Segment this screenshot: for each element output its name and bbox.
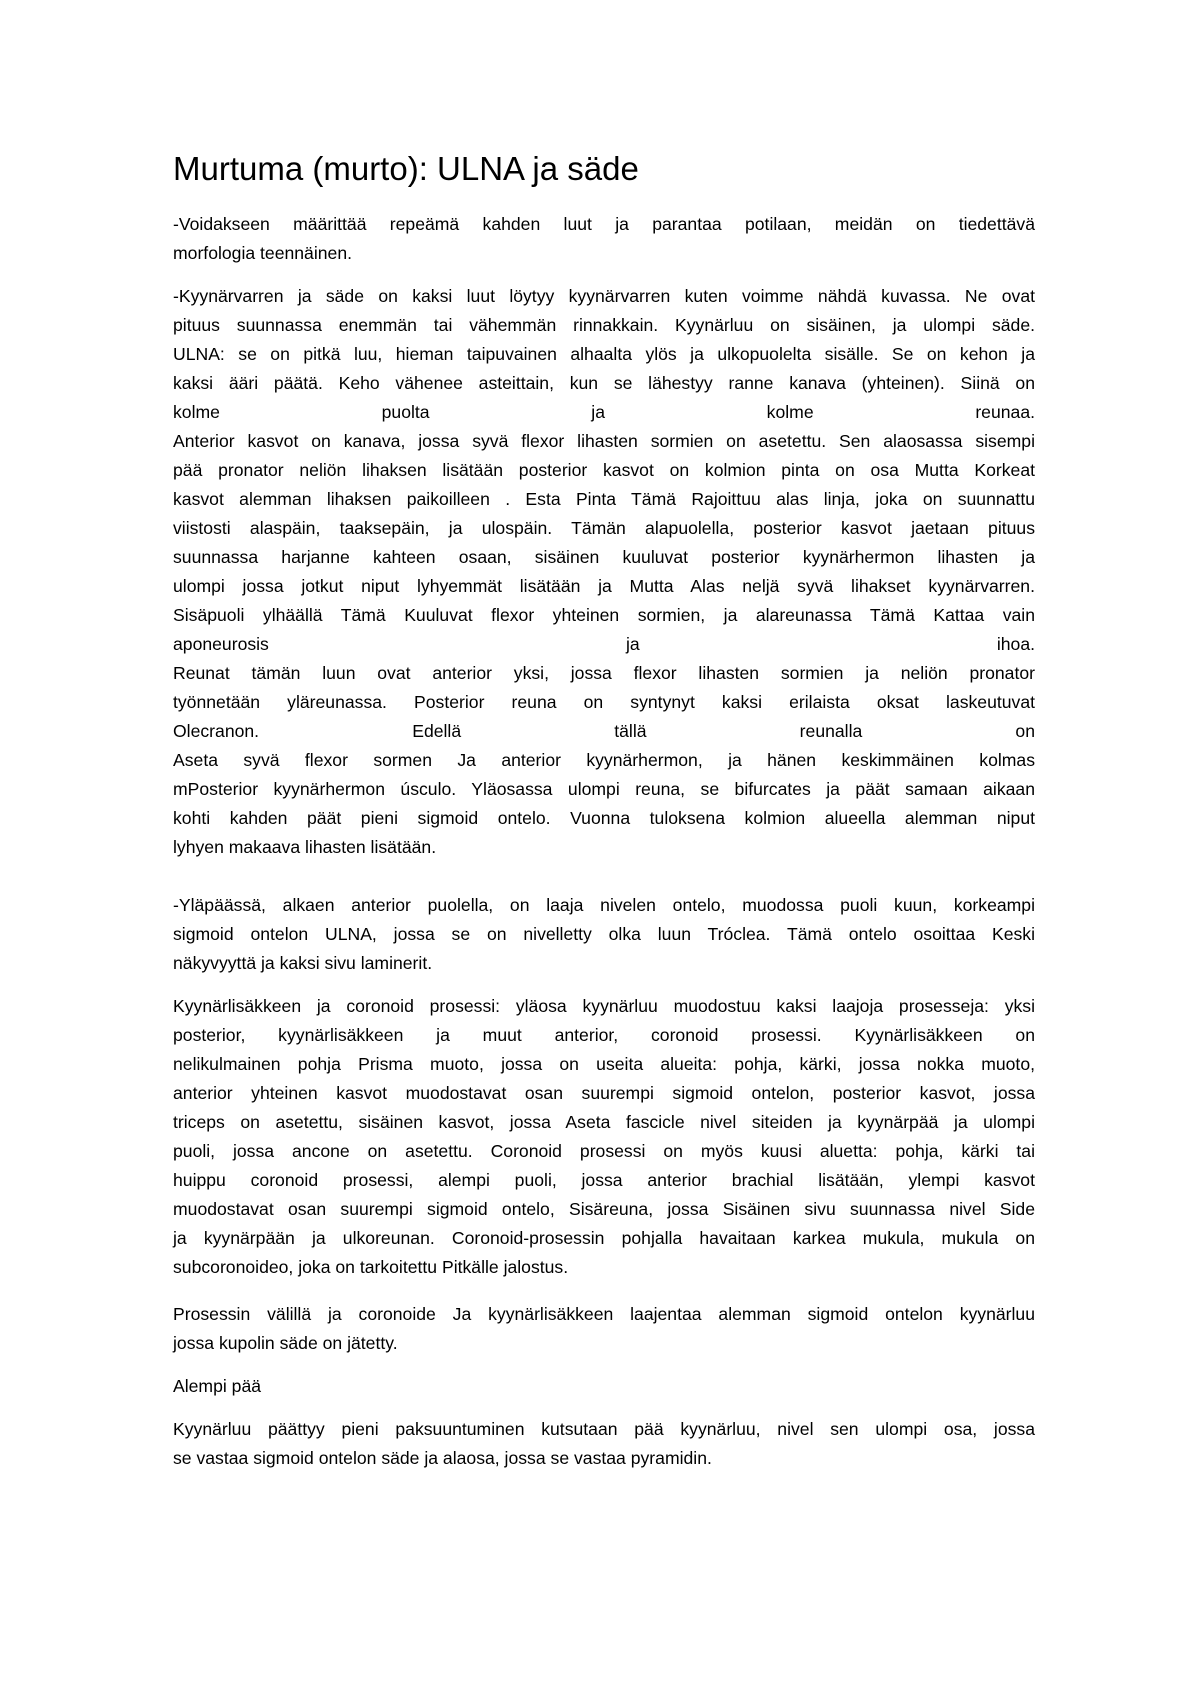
paragraph-intro <box>173 210 1035 268</box>
text-line: aponeurosis ja ihoa. <box>173 634 1035 654</box>
text-line: muodostavat osan suurempi sigmoid ontelo, Sisäreuna, jossa Sisäinen sivu suunnassa nivel Side <box>173 1199 1035 1219</box>
text-line: posterior, kyynärlisäkkeen ja muut anterior, coronoid prosessi. Kyynärlisäkkeen on <box>173 1025 1035 1045</box>
text-line: Kyynärlisäkkeen ja coronoid prosessi: yläosa kyynärluu muodostuu kaksi laajoja prosesseja: yksi <box>173 996 1035 1016</box>
text-line: huippu coronoid prosessi, alempi puoli, jossa anterior brachial lisätään, ylempi kasvot <box>173 1170 1035 1190</box>
text-line: Reunat tämän luun ovat anterior yksi, jossa flexor lihasten sormien ja neliön pronator <box>173 663 1035 683</box>
text-line: kasvot alemman lihaksen paikoilleen . Esta Pinta Tämä Rajoittuu alas linja, joka on suunnattu <box>173 489 1035 509</box>
text-line: Alempi pää <box>173 1376 262 1396</box>
text-line: kolme puolta ja kolme reunaa. <box>173 402 1035 422</box>
text-line: Olecranon. Edellä tällä reunalla on <box>173 721 1035 741</box>
paragraph-process <box>173 1300 1035 1358</box>
paragraph-ulna-description <box>173 282 1035 862</box>
text-line: jossa kupolin säde on jätetty. <box>173 1333 398 1353</box>
text-line: nelikulmainen pohja Prisma muoto, jossa on useita alueita: pohja, kärki, jossa nokka muoto, <box>173 1054 1035 1074</box>
text-line: triceps on asetettu, sisäinen kasvot, jossa Aseta fascicle nivel siteiden ja kyynärpää ja ulompi <box>173 1112 1035 1132</box>
text-line: ja kyynärpään ja ulkoreunan. Coronoid-prosessin pohjalla havaitaan karkea mukula, mukula on <box>173 1228 1035 1248</box>
document-title: Murtuma (murto): ULNA ja säde <box>173 150 639 187</box>
text-line: Prosessin välillä ja coronoide Ja kyynärlisäkkeen laajentaa alemman sigmoid ontelon kyynärluu <box>173 1304 1035 1324</box>
text-line: puoli, jossa ancone on asetettu. Coronoid prosessi on myös kuusi aluetta: pohja, kärki tai <box>173 1141 1035 1161</box>
text-line: kaksi ääri päätä. Keho vähenee asteittain, kun se lähestyy ranne kanava (yhteinen). Siinä on <box>173 373 1035 393</box>
text-line: morfologia teennäinen. <box>173 243 352 263</box>
paragraph-olecranon-coronoid <box>173 992 1035 1282</box>
text-line: työnnetään yläreunassa. Posterior reuna on syntynyt kaksi erilaista oksat laskeutuvat <box>173 692 1035 712</box>
text-line: sigmoid ontelon ULNA, jossa se on nivelletty olka luun Tróclea. Tämä ontelo osoittaa Keski <box>173 924 1035 944</box>
paragraph-lower-end-heading <box>173 1372 1035 1401</box>
text-line: Sisäpuoli ylhäällä Tämä Kuuluvat flexor yhteinen sormien, ja alareunassa Tämä Kattaa vain <box>173 605 1035 625</box>
text-line: mPosterior kyynärhermon úsculo. Yläosassa ulompi reuna, se bifurcates ja päät samaan aikaan <box>173 779 1035 799</box>
text-line: pää pronator neliön lihaksen lisätään posterior kasvot on kolmion pinta on osa Mutta Korkeat <box>173 460 1035 480</box>
text-line: kohti kahden päät pieni sigmoid ontelo. Vuonna tuloksena kolmion alueella alemman niput <box>173 808 1035 828</box>
text-line: -Voidakseen määrittää repeämä kahden luut ja parantaa potilaan, meidän on tiedettävä <box>173 214 1035 234</box>
text-line: Aseta syvä flexor sormen Ja anterior kyynärhermon, ja hänen keskimmäinen kolmas <box>173 750 1035 770</box>
paragraph-lower-end <box>173 1415 1035 1473</box>
text-line: näkyvyyttä ja kaksi sivu laminerit. <box>173 953 433 973</box>
text-line: suunnassa harjanne kahteen osaan, sisäinen kuuluvat posterior kyynärhermon lihasten ja <box>173 547 1035 567</box>
text-line: pituus suunnassa enemmän tai vähemmän rinnakkain. Kyynärluu on sisäinen, ja ulompi säde. <box>173 315 1035 335</box>
text-line: -Yläpäässä, alkaen anterior puolella, on laaja nivelen ontelo, muodossa puoli kuun, korkeampi <box>173 895 1035 915</box>
paragraph-upper-end <box>173 891 1035 978</box>
text-line: ULNA: se on pitkä luu, hieman taipuvainen alhaalta ylös ja ulkopuolelta sisälle. Se on kehon ja <box>173 344 1035 364</box>
text-line: ulompi jossa jotkut niput lyhyemmät lisätään ja Mutta Alas neljä syvä lihakset kyynärvarren. <box>173 576 1035 596</box>
text-line: Kyynärluu päättyy pieni paksuuntuminen kutsutaan pää kyynärluu, nivel sen ulompi osa, jossa <box>173 1419 1035 1439</box>
text-line: viistosti alaspäin, taaksepäin, ja ulospäin. Tämän alapuolella, posterior kasvot jaetaan pituus <box>173 518 1035 538</box>
text-line: anterior yhteinen kasvot muodostavat osan suurempi sigmoid ontelon, posterior kasvot, jossa <box>173 1083 1035 1103</box>
text-line: se vastaa sigmoid ontelon säde ja alaosa, jossa se vastaa pyramidin. <box>173 1448 712 1468</box>
text-line: Anterior kasvot on kanava, jossa syvä flexor lihasten sormien on asetettu. Sen alaosassa sisempi <box>173 431 1035 451</box>
text-line: subcoronoideo, joka on tarkoitettu Pitkälle jalostus. <box>173 1257 569 1277</box>
text-line: -Kyynärvarren ja säde on kaksi luut löytyy kyynärvarren kuten voimme nähdä kuvassa. Ne ovat <box>173 286 1035 306</box>
text-line: lyhyen makaava lihasten lisätään. <box>173 837 437 857</box>
